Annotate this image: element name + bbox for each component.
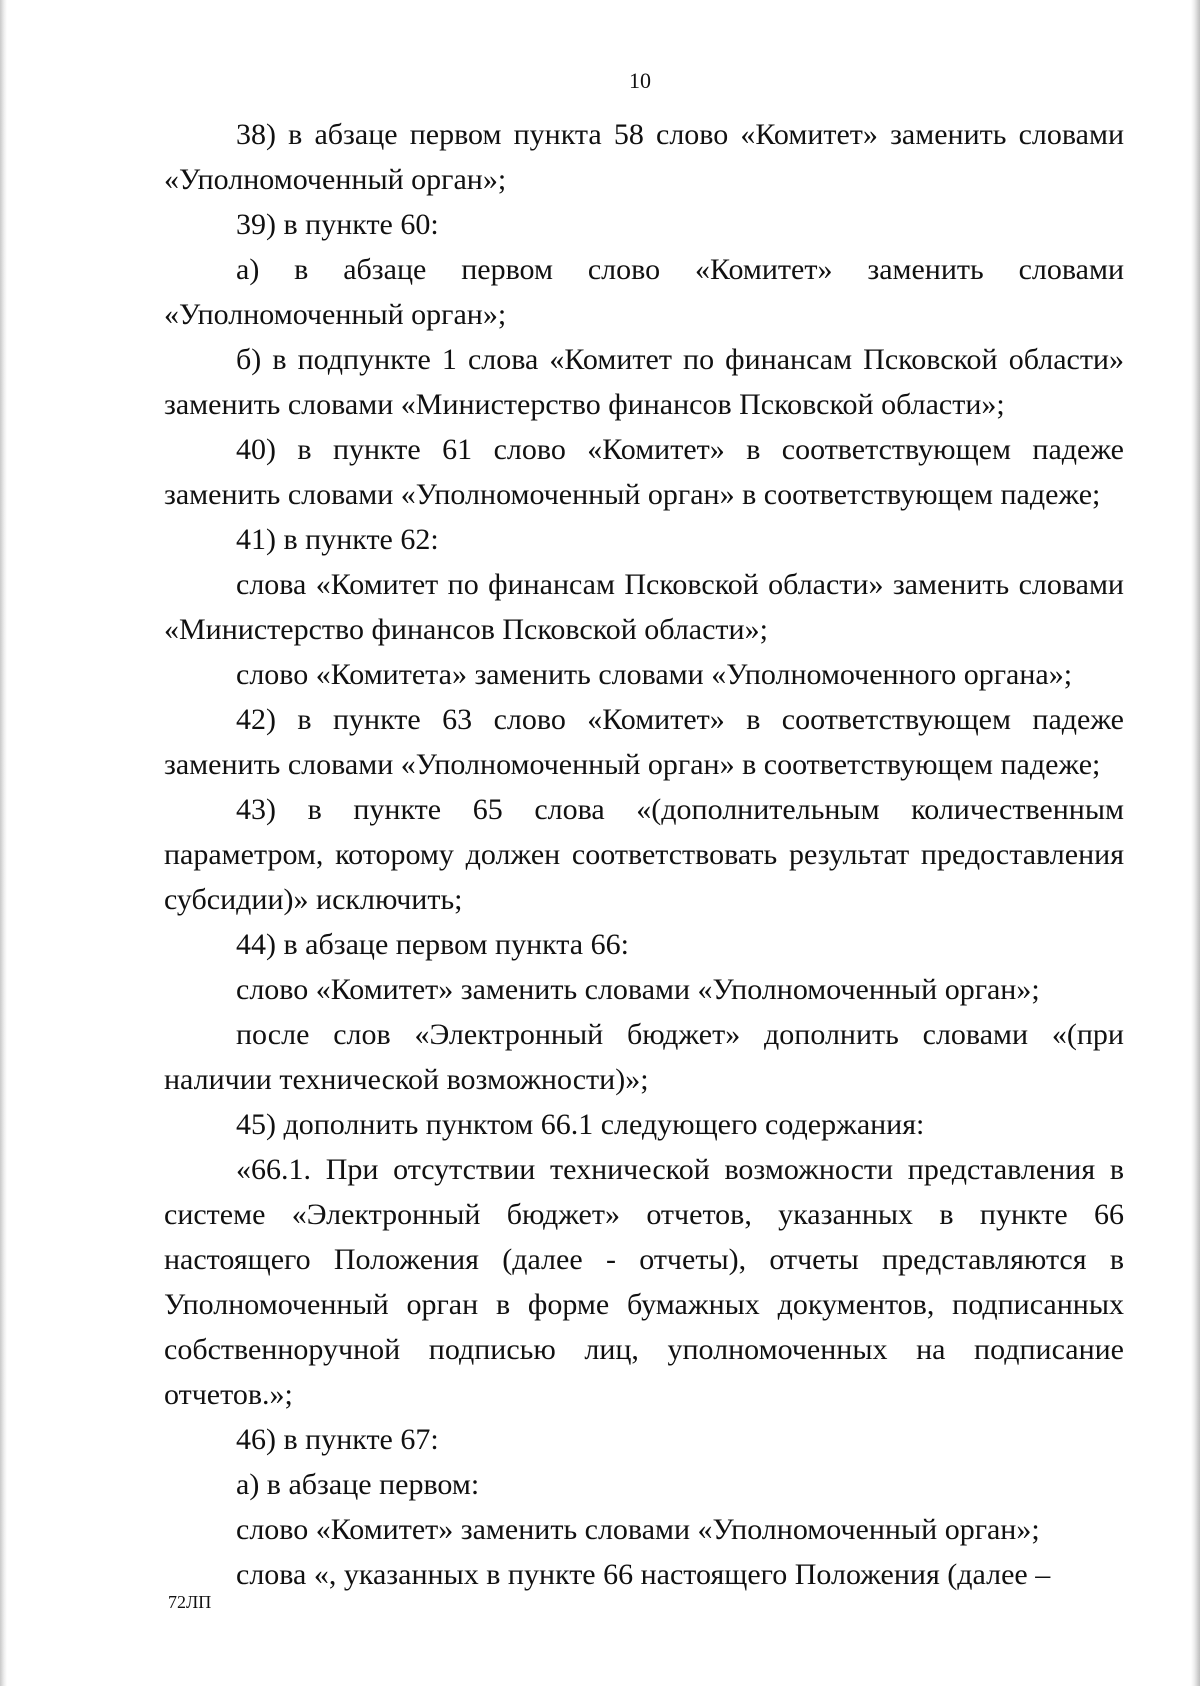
paragraph-41-word: слово «Комитета» заменить словами «Уполномоченного органа»; xyxy=(236,658,1073,691)
page-number: 10 xyxy=(629,68,651,93)
document-code: 72ЛП xyxy=(168,1592,212,1612)
paragraph-44-word: слово «Комитет» заменить словами «Уполномоченный орган»; xyxy=(236,973,1040,1006)
paragraph-42: 42) в пункте 63 слово «Комитет» в соответствующем падеже заменить словами «Уполномоченный орган» в соответствующем падеже; xyxy=(164,703,1124,781)
paragraph-39: 39) в пункте 60: xyxy=(236,208,439,241)
paragraph-46-a-words: слова «, указанных в пункте 66 настоящего Положения (далее – xyxy=(236,1558,1051,1591)
paragraph-44: 44) в абзаце первом пункта 66: xyxy=(236,928,629,961)
paragraph-43: 43) в пункте 65 слова «(дополнительным количественным параметром, которому должен соответствовать результат предоставления субсидии)» исключить; xyxy=(164,793,1124,916)
paragraph-46-a-word: слово «Комитет» заменить словами «Уполномоченный орган»; xyxy=(236,1513,1040,1546)
paragraph-45: 45) дополнить пунктом 66.1 следующего содержания: xyxy=(236,1108,925,1141)
paragraph-41-words: слова «Комитет по финансам Псковской области» заменить словами «Министерство финансов Псковской области»; xyxy=(164,568,1124,646)
paragraph-38: 38) в абзаце первом пункта 58 слово «Комитет» заменить словами «Уполномоченный орган»; xyxy=(164,118,1124,196)
paragraph-44-after: после слов «Электронный бюджет» дополнить словами «(при наличии технической возможности)»; xyxy=(164,1018,1124,1096)
document-body xyxy=(164,112,1124,1597)
paragraph-39-b: б) в подпункте 1 слова «Комитет по финансам Псковской области» заменить словами «Министерство финансов Псковской области»; xyxy=(164,343,1124,421)
paragraph-39-a: а) в абзаце первом слово «Комитет» заменить словами «Уполномоченный орган»; xyxy=(164,253,1124,331)
scan-edge-left xyxy=(0,0,7,1686)
paragraph-46: 46) в пункте 67: xyxy=(236,1423,439,1456)
paragraph-46-a: а) в абзаце первом: xyxy=(236,1468,480,1501)
paragraph-40: 40) в пункте 61 слово «Комитет» в соответствующем падеже заменить словами «Уполномоченный орган» в соответствующем падеже; xyxy=(164,433,1124,511)
paragraph-66-1: «66.1. При отсутствии технической возможности представления в системе «Электронный бюджет» отчетов, указанных в пункте 66 настоящего Положения (далее - отчеты), отчеты представляются в Уполномоченный орган в форме бумажных документов, подписанных собственноручной подписью лиц, уполномоченных на подписание отчетов.»; xyxy=(164,1153,1124,1411)
scan-edge-right xyxy=(1191,0,1200,1686)
paragraph-41: 41) в пункте 62: xyxy=(236,523,439,556)
